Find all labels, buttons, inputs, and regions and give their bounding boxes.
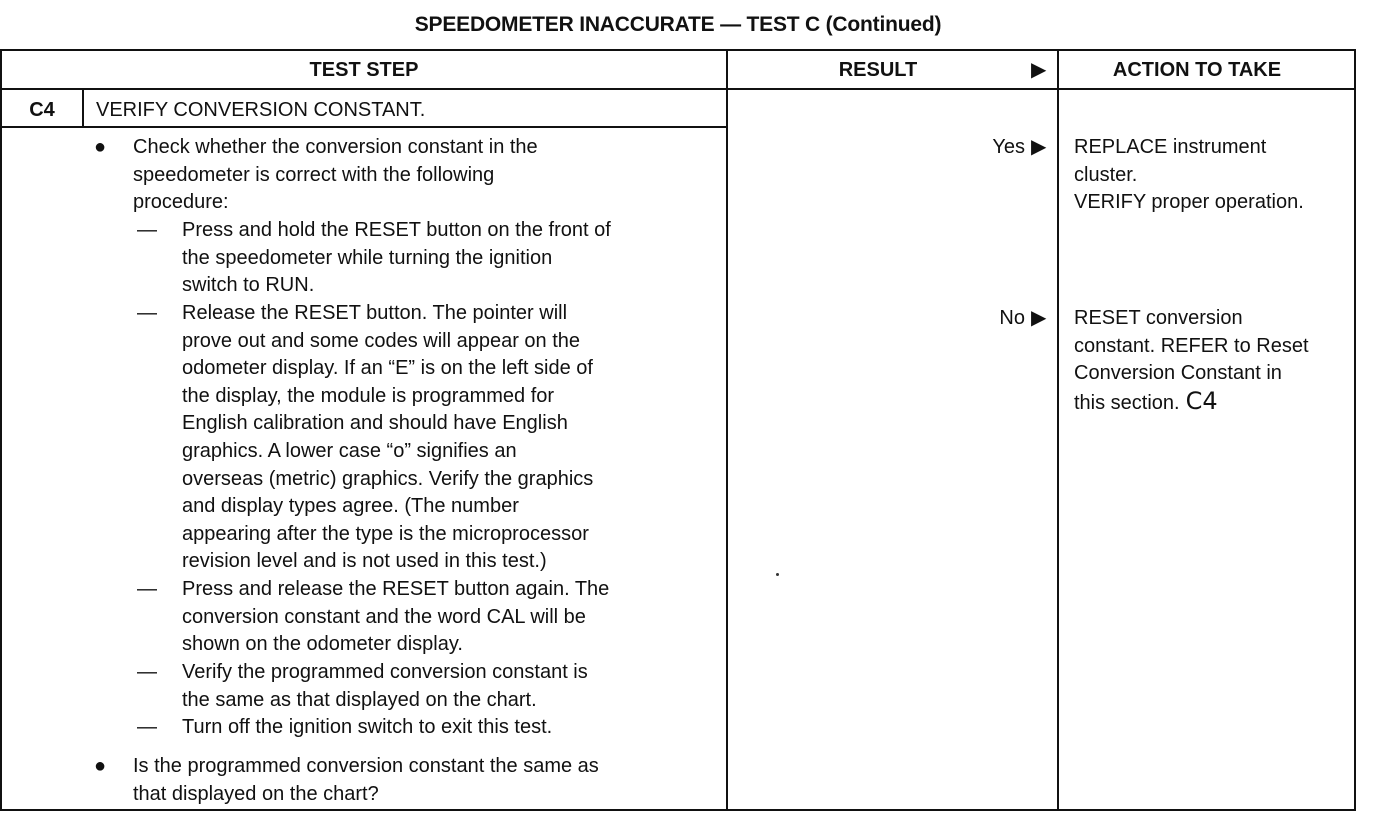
- step-id-divider: [82, 89, 84, 127]
- substep-5: Turn off the ignition switch to exit this test.: [182, 716, 553, 738]
- substep-1: Press and hold the RESET button on the front of the speedometer while turning the ignition switch to RUN.: [182, 219, 611, 297]
- substep-4: Verify the programmed conversion constant is the same as that displayed on the chart.: [182, 661, 588, 711]
- dash-icon: —: [137, 219, 157, 241]
- action-yes: REPLACE instrument cluster. VERIFY proper operation.: [1074, 136, 1304, 214]
- dash-icon: —: [137, 716, 157, 738]
- dash-icon: —: [137, 661, 157, 683]
- header-arrow-icon: ▶: [1031, 57, 1047, 81]
- page-title: SPEEDOMETER INACCURATE — TEST C (Continued): [414, 13, 942, 36]
- action-no: [1074, 305, 1309, 417]
- dash-icon: —: [137, 578, 157, 600]
- step-instruction: Check whether the conversion constant in the speedometer is correct with the following procedure:: [133, 136, 538, 214]
- header-test-step: TEST STEP: [309, 59, 419, 81]
- dash-icon: —: [137, 302, 157, 324]
- header-result: RESULT: [838, 59, 918, 81]
- substep-3: Press and release the RESET button again. The conversion constant and the word CAL will be shown on the odometer display.: [182, 578, 610, 656]
- step-id: C4: [29, 99, 55, 121]
- step-title-divider: [0, 126, 727, 128]
- step-title: VERIFY CONVERSION CONSTANT.: [96, 99, 426, 121]
- bullet-icon: ●: [94, 136, 107, 158]
- result-no-arrow-icon: ▶: [1031, 305, 1047, 329]
- result-yes-arrow-icon: ▶: [1031, 134, 1047, 158]
- result-yes: Yes: [992, 136, 1025, 158]
- header-action-to-take: ACTION TO TAKE: [1112, 59, 1282, 81]
- scan-speck: [776, 573, 779, 576]
- step-question: Is the programmed conversion constant the same as that displayed on the chart?: [133, 755, 599, 805]
- handwritten-note: C4: [1185, 386, 1218, 415]
- column-divider-step-result: [726, 49, 728, 811]
- bullet-icon: ●: [94, 755, 107, 777]
- result-no: No: [999, 307, 1025, 329]
- column-divider-result-action: [1057, 49, 1059, 811]
- substep-2: Release the RESET button. The pointer will prove out and some codes will appear on the odometer display. If an “E” is on the left side of the display, the module is programmed for English calibration and should have English graphics. A lower case “o” signifies an overseas (metric) graphics. Verify the graphics and display types agree. (The number appearing after the type is the microprocessor revision level and is not used in this test.): [182, 302, 594, 573]
- header-row-divider: [0, 88, 1356, 90]
- action-no-text: RESET conversion constant. REFER to Reset Conversion Constant in this section.: [1074, 307, 1309, 414]
